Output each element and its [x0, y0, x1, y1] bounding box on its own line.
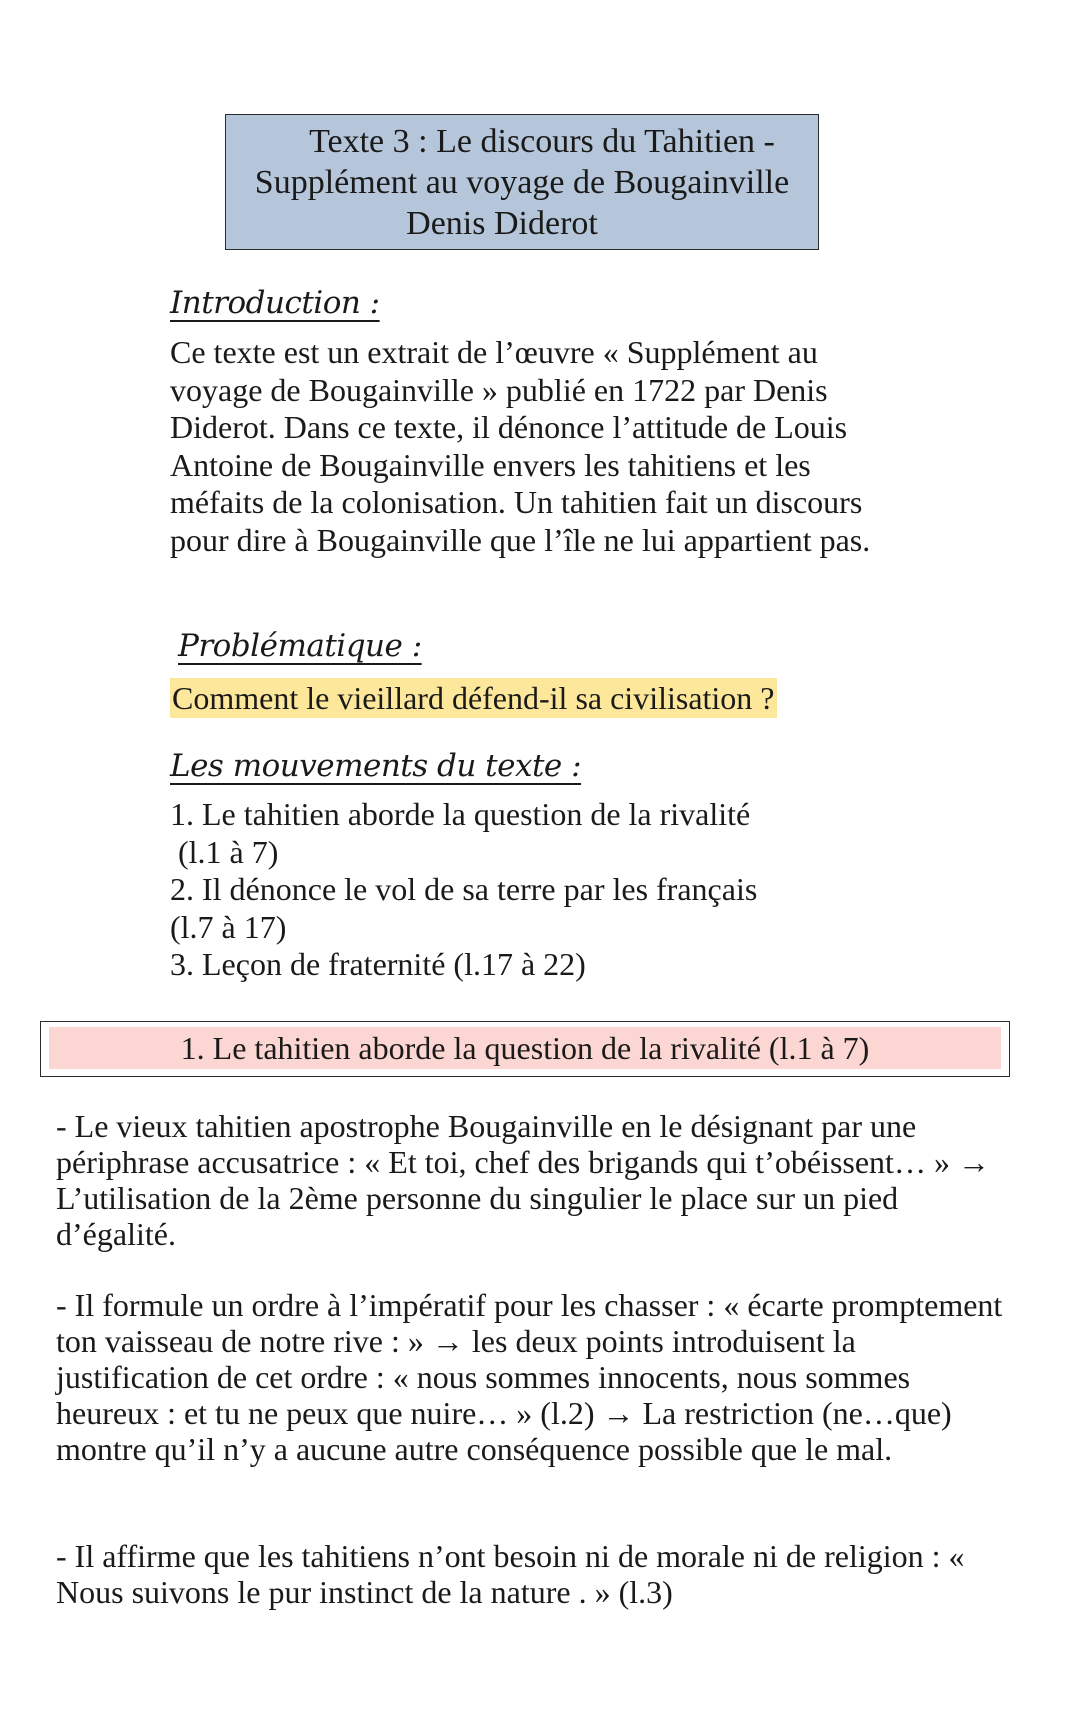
problematique-heading: Problématique : — [178, 628, 422, 664]
mouvement-item — [170, 796, 910, 871]
section-1-title: 1. Le tahitien aborde la question de la rivalité (l.1 à 7) — [49, 1027, 1001, 1069]
mouvement-text: 3. Leçon de fraternité (l.17 à 22) — [170, 946, 586, 982]
title-box — [225, 114, 819, 250]
mouvement-text: 1. Le tahitien aborde la question de la rivalité — [170, 796, 751, 832]
analysis-paragraph-1: - Le vieux tahitien apostrophe Bougainville en le désignant par une périphrase accusatrice : « Et toi, chef des brigands qui t’obéissent… » → L’utilisation de la 2ème personne du singulier le place sur un pied d’égalité. — [56, 1108, 990, 1252]
mouvement-ref: (l.1 à 7) — [178, 833, 279, 870]
mouvement-text: 2. Il dénonce le vol de sa terre par les français — [170, 871, 758, 907]
title-line-3: Denis Diderot — [406, 205, 598, 242]
title-line-1: Texte 3 : Le discours du Tahitien - — [309, 123, 775, 160]
problematique-text: Comment le vieillard défend-il sa civilisation ? — [172, 680, 775, 716]
mouvements-heading: Les mouvements du texte : — [170, 748, 582, 784]
mouvement-item — [170, 946, 910, 984]
mouvements-list — [170, 796, 910, 984]
analysis-paragraph-3: - Il affirme que les tahitiens n’ont besoin ni de morale ni de religion : « Nous suivons le pur instinct de la nature . » (l.3) — [56, 1538, 965, 1610]
mouvement-item — [170, 871, 910, 946]
introduction-heading: Introduction : — [170, 285, 380, 321]
mouvement-ref: (l.7 à 17) — [170, 908, 287, 945]
analysis-paragraph-2: - Il formule un ordre à l’impératif pour les chasser : « écarte promptement ton vaisseau de notre rive : » → les deux points introduisent la justification de cet ordre : « nous sommes innocents, nous sommes heureux : et tu ne peux que nuire… » (l.2) → La restriction (ne…que) montre qu’il n’y a aucune autre conséquence possible que le mal. — [56, 1287, 1003, 1467]
introduction-text: Ce texte est un extrait de l’œuvre « Supplément au voyage de Bougainville » publié en 1722 par Denis Diderot. Dans ce texte, il dénonce l’attitude de Louis Antoine de Bougainville envers les tahitiens et les méfaits de la colonisation. Un tahitien fait un discours pour dire à Bougainville que l’île ne lui appartient pas. — [170, 334, 871, 558]
section-1-box — [40, 1021, 1010, 1077]
title-line-2: Supplément au voyage de Bougainville — [254, 164, 790, 201]
